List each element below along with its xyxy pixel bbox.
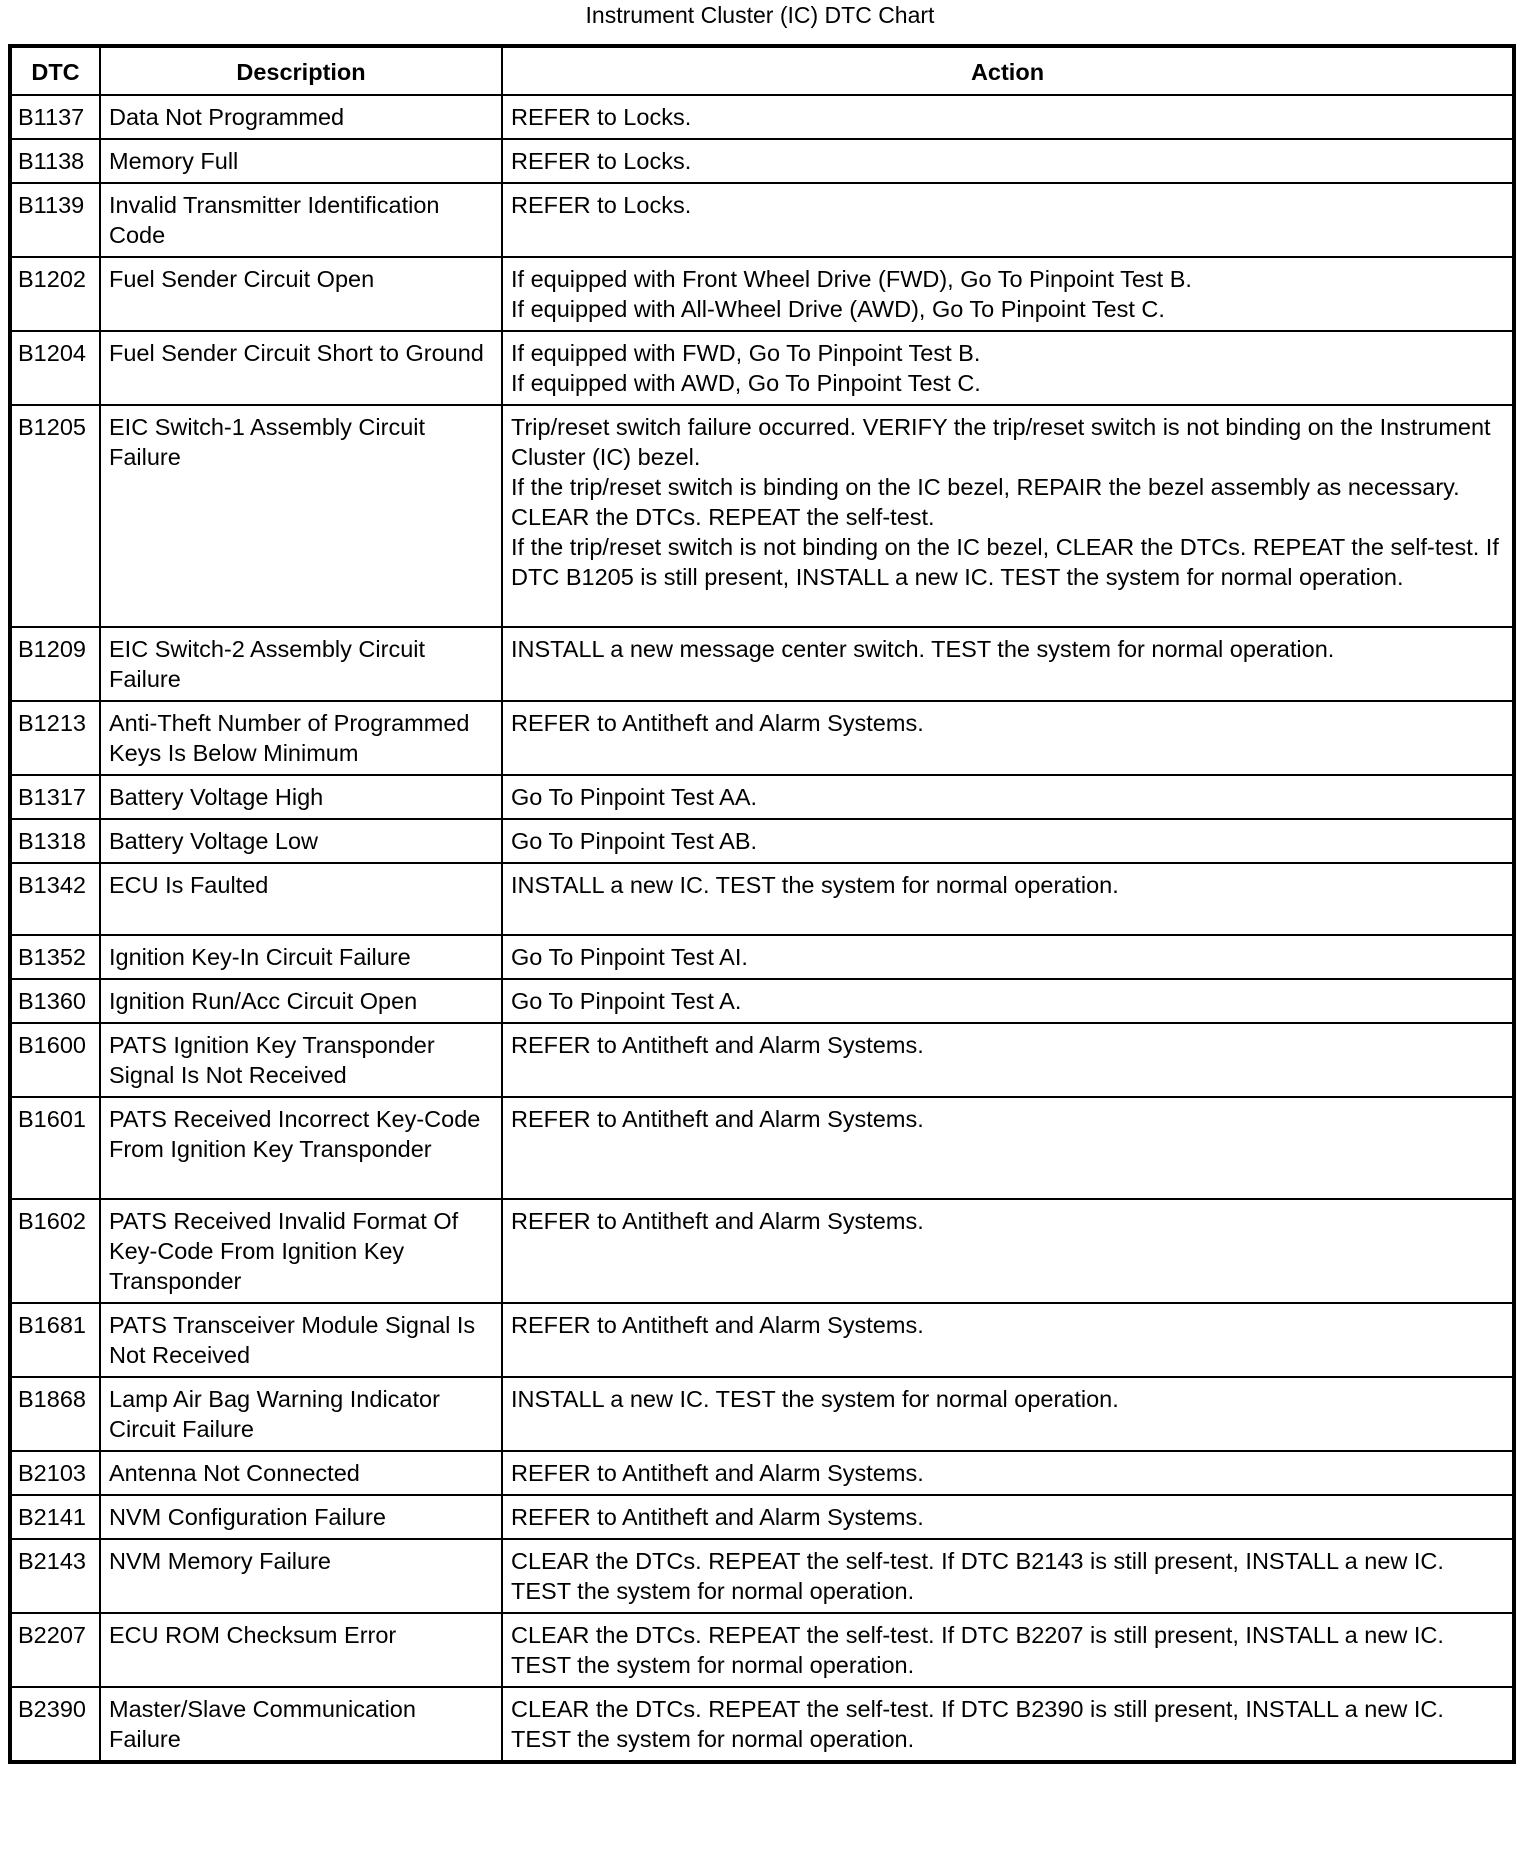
table-row — [10, 1613, 1514, 1687]
dtc-code: B1360 — [10, 979, 100, 1023]
action-line: CLEAR the DTCs. REPEAT the self-test. If DTC B2390 is still present, INSTALL a new IC. TEST the system for normal operation. — [511, 1696, 1444, 1752]
chart-title: Instrument Cluster (IC) DTC Chart — [585, 2, 935, 28]
table-row — [10, 1199, 1514, 1303]
dtc-action — [502, 139, 1514, 183]
dtc-description: Ignition Key-In Circuit Failure — [100, 935, 502, 979]
dtc-code: B1600 — [10, 1023, 100, 1097]
dtc-action — [502, 405, 1514, 627]
dtc-action — [502, 1097, 1514, 1199]
table-row — [10, 701, 1514, 775]
table-row — [10, 1451, 1514, 1495]
table-row — [10, 331, 1514, 405]
dtc-action — [502, 1023, 1514, 1097]
dtc-action — [502, 95, 1514, 139]
action-line: If the trip/reset switch is not binding on the IC bezel, CLEAR the DTCs. REPEAT the self-test. If DTC B1205 is still present, INSTALL a new IC. TEST the system for normal operation. — [511, 534, 1499, 590]
dtc-action — [502, 183, 1514, 257]
table-row — [10, 257, 1514, 331]
dtc-description: EIC Switch-1 Assembly Circuit Failure — [100, 405, 502, 627]
dtc-description: ECU Is Faulted — [100, 863, 502, 935]
action-line: REFER to Antitheft and Alarm Systems. — [511, 710, 924, 736]
table-row — [10, 1097, 1514, 1199]
action-line: INSTALL a new IC. TEST the system for normal operation. — [511, 872, 1119, 898]
dtc-code: B2390 — [10, 1687, 100, 1762]
table-row — [10, 95, 1514, 139]
table-row — [10, 1303, 1514, 1377]
action-line: Go To Pinpoint Test AI. — [511, 944, 748, 970]
action-line: CLEAR the DTCs. REPEAT the self-test. If DTC B2143 is still present, INSTALL a new IC. TEST the system for normal operation. — [511, 1548, 1444, 1604]
dtc-action — [502, 1687, 1514, 1762]
dtc-code: B1601 — [10, 1097, 100, 1199]
dtc-code: B1352 — [10, 935, 100, 979]
table-row — [10, 1495, 1514, 1539]
dtc-description: Lamp Air Bag Warning Indicator Circuit Failure — [100, 1377, 502, 1451]
dtc-description: PATS Received Invalid Format Of Key-Code From Ignition Key Transponder — [100, 1199, 502, 1303]
dtc-description: Antenna Not Connected — [100, 1451, 502, 1495]
dtc-table — [8, 44, 1516, 1764]
action-line: REFER to Antitheft and Alarm Systems. — [511, 1208, 924, 1234]
dtc-action — [502, 979, 1514, 1023]
table-row — [10, 1539, 1514, 1613]
dtc-description: Battery Voltage Low — [100, 819, 502, 863]
dtc-code: B1209 — [10, 627, 100, 701]
dtc-description: PATS Transceiver Module Signal Is Not Received — [100, 1303, 502, 1377]
header-action: Action — [502, 46, 1514, 95]
action-line: Go To Pinpoint Test AA. — [511, 784, 758, 810]
action-line: REFER to Locks. — [511, 192, 692, 218]
dtc-action — [502, 1451, 1514, 1495]
header-description: Description — [100, 46, 502, 95]
dtc-code: B1213 — [10, 701, 100, 775]
action-line: INSTALL a new IC. TEST the system for normal operation. — [511, 1386, 1119, 1412]
dtc-description: Master/Slave Communication Failure — [100, 1687, 502, 1762]
action-line: If equipped with FWD, Go To Pinpoint Test B. — [511, 340, 981, 366]
table-row — [10, 863, 1514, 935]
action-line: REFER to Locks. — [511, 148, 692, 174]
dtc-action — [502, 1303, 1514, 1377]
dtc-code: B2143 — [10, 1539, 100, 1613]
action-line: If the trip/reset switch is binding on the IC bezel, REPAIR the bezel assembly as necessary. CLEAR the DTCs. REPEAT the self-test. — [511, 474, 1460, 530]
dtc-action — [502, 863, 1514, 935]
action-line: INSTALL a new message center switch. TEST the system for normal operation. — [511, 636, 1335, 662]
table-body — [10, 95, 1514, 1762]
dtc-action — [502, 819, 1514, 863]
dtc-description: Battery Voltage High — [100, 775, 502, 819]
dtc-code: B1602 — [10, 1199, 100, 1303]
dtc-code: B1681 — [10, 1303, 100, 1377]
dtc-action — [502, 257, 1514, 331]
action-line: REFER to Antitheft and Alarm Systems. — [511, 1504, 924, 1530]
dtc-action — [502, 1495, 1514, 1539]
action-line: If equipped with All-Wheel Drive (AWD), Go To Pinpoint Test C. — [511, 296, 1165, 322]
table-row — [10, 1377, 1514, 1451]
action-line: REFER to Locks. — [511, 104, 692, 130]
table-row — [10, 183, 1514, 257]
dtc-description: Anti-Theft Number of Programmed Keys Is Below Minimum — [100, 701, 502, 775]
dtc-code: B1317 — [10, 775, 100, 819]
dtc-description: Fuel Sender Circuit Open — [100, 257, 502, 331]
dtc-description: Invalid Transmitter Identification Code — [100, 183, 502, 257]
action-line: REFER to Antitheft and Alarm Systems. — [511, 1032, 924, 1058]
table-row — [10, 139, 1514, 183]
dtc-code: B1205 — [10, 405, 100, 627]
table-row — [10, 405, 1514, 627]
dtc-code: B1868 — [10, 1377, 100, 1451]
dtc-description: Fuel Sender Circuit Short to Ground — [100, 331, 502, 405]
dtc-action — [502, 1377, 1514, 1451]
dtc-code: B1139 — [10, 183, 100, 257]
action-line: Trip/reset switch failure occurred. VERIFY the trip/reset switch is not binding on the Instrument Cluster (IC) bezel. — [511, 414, 1491, 470]
dtc-description: PATS Received Incorrect Key-Code From Ignition Key Transponder — [100, 1097, 502, 1199]
dtc-code: B2141 — [10, 1495, 100, 1539]
dtc-code: B1202 — [10, 257, 100, 331]
dtc-description: NVM Configuration Failure — [100, 1495, 502, 1539]
dtc-code: B1137 — [10, 95, 100, 139]
action-line: If equipped with AWD, Go To Pinpoint Test C. — [511, 370, 981, 396]
action-line: REFER to Antitheft and Alarm Systems. — [511, 1312, 924, 1338]
action-line: Go To Pinpoint Test AB. — [511, 828, 758, 854]
action-line: Go To Pinpoint Test A. — [511, 988, 742, 1014]
dtc-action — [502, 701, 1514, 775]
header-row — [10, 46, 1514, 95]
dtc-description: Ignition Run/Acc Circuit Open — [100, 979, 502, 1023]
dtc-code: B1342 — [10, 863, 100, 935]
table-row — [10, 979, 1514, 1023]
dtc-description: Data Not Programmed — [100, 95, 502, 139]
dtc-code: B1318 — [10, 819, 100, 863]
dtc-action — [502, 935, 1514, 979]
table-row — [10, 819, 1514, 863]
action-line: If equipped with Front Wheel Drive (FWD), Go To Pinpoint Test B. — [511, 266, 1192, 292]
action-line: CLEAR the DTCs. REPEAT the self-test. If DTC B2207 is still present, INSTALL a new IC. TEST the system for normal operation. — [511, 1622, 1444, 1678]
dtc-action — [502, 1199, 1514, 1303]
table-row — [10, 627, 1514, 701]
table-row — [10, 1023, 1514, 1097]
dtc-action — [502, 627, 1514, 701]
dtc-code: B2103 — [10, 1451, 100, 1495]
dtc-description: NVM Memory Failure — [100, 1539, 502, 1613]
table-row — [10, 1687, 1514, 1762]
table-row — [10, 935, 1514, 979]
action-line: REFER to Antitheft and Alarm Systems. — [511, 1106, 924, 1132]
dtc-code: B1204 — [10, 331, 100, 405]
dtc-description: Memory Full — [100, 139, 502, 183]
dtc-code: B2207 — [10, 1613, 100, 1687]
dtc-action — [502, 775, 1514, 819]
dtc-code: B1138 — [10, 139, 100, 183]
dtc-action — [502, 1539, 1514, 1613]
table-row — [10, 775, 1514, 819]
dtc-description: PATS Ignition Key Transponder Signal Is Not Received — [100, 1023, 502, 1097]
dtc-description: EIC Switch-2 Assembly Circuit Failure — [100, 627, 502, 701]
dtc-description: ECU ROM Checksum Error — [100, 1613, 502, 1687]
dtc-action — [502, 1613, 1514, 1687]
header-dtc: DTC — [10, 46, 100, 95]
dtc-action — [502, 331, 1514, 405]
action-line: REFER to Antitheft and Alarm Systems. — [511, 1460, 924, 1486]
